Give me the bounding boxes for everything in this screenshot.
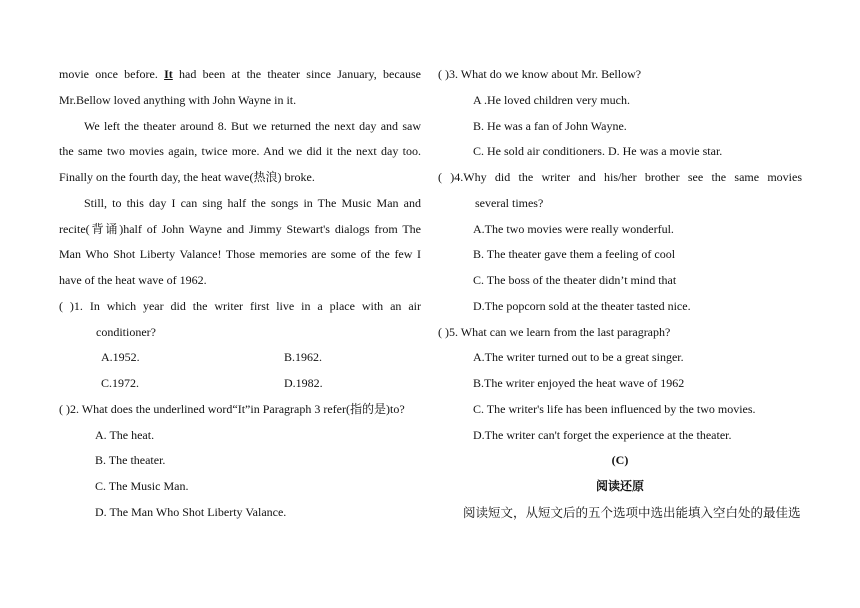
question-2-stem: ( )2. What does the underlined word“It”in Paragraph 3 refer(指的是)to?: [59, 401, 405, 416]
option-a: A.The two movies were really wonderful.: [473, 221, 674, 236]
question-3-stem: ( )3. What do we know about Mr. Bellow?: [438, 67, 642, 81]
option-c: C. The boss of the theater didn’t mind that: [473, 273, 677, 287]
underlined-word: It: [164, 67, 173, 81]
question-5-stem: ( )5. What can we learn from the last paragraph?: [438, 324, 671, 339]
passage-text: had been at the theater since January, because: [172, 67, 421, 81]
option-a: A.The writer turned out to be a great singer.: [473, 350, 684, 365]
question-1-stem-cont: conditioner?: [96, 324, 156, 339]
question-4-stem-cont: several times?: [475, 195, 544, 210]
right-column: [438, 62, 802, 526]
option-c: C. The writer's life has been influenced by the two movies.: [473, 401, 756, 416]
passage-line: have of the heat wave of 1962.: [59, 273, 207, 287]
section-label: (C): [611, 453, 629, 468]
passage-text: movie once before.: [59, 67, 165, 81]
option-a: A .He loved children very much.: [473, 92, 630, 107]
option-b: B. He was a fan of John Wayne.: [473, 118, 627, 133]
option-c: C. The Music Man.: [95, 479, 189, 493]
option-a: A.1952.: [101, 350, 140, 365]
question-1-options-row: [59, 371, 421, 397]
passage-line: the same two movies again, twice more. And we did it the next day too.: [59, 144, 421, 159]
option-b: B. The theater.: [95, 453, 166, 468]
left-column: [59, 62, 421, 526]
option-d: D.The popcorn sold at the theater tasted nice.: [473, 298, 691, 313]
question-1-stem: ( )1. In which year did the writer first live in a place with an air: [59, 298, 421, 313]
option-d: D. The Man Who Shot Liberty Valance.: [95, 504, 287, 519]
section-instruction: 阅读短文，从短文后的五个选项中选出能填入空白处的最佳选: [463, 504, 801, 520]
option-b: B. The theater gave them a feeling of cool: [473, 247, 676, 262]
option-b: B.The writer enjoyed the heat wave of 1962: [473, 376, 685, 390]
option-d: D.1982.: [284, 376, 323, 390]
option-b: B.1962.: [284, 350, 323, 365]
option-c: C.1972.: [101, 376, 140, 390]
passage-line: recite(背诵)half of John Wayne and Jimmy Stewart's dialogs from The: [59, 221, 421, 236]
question-1-options-row: [59, 345, 421, 371]
option-a: A. The heat.: [95, 427, 155, 442]
passage-line: Mr.Bellow loved anything with John Wayne in it.: [59, 92, 297, 107]
question-4-stem: ( )4.Why did the writer and his/her brother see the same movies: [438, 170, 802, 184]
section-title: 阅读还原: [595, 479, 644, 493]
passage-line: Still, to this day I can sing half the songs in The Music Man and: [84, 195, 421, 210]
passage-line: [59, 62, 421, 88]
passage-line: Finally on the fourth day, the heat wave(热浪) broke.: [59, 170, 315, 184]
passage-line: Man Who Shot Liberty Valance! Those memories are some of the few I: [59, 247, 421, 262]
passage-line: We left the theater around 8. But we returned the next day and saw: [84, 118, 421, 133]
option-d: D.The writer can't forget the experience at the theater.: [473, 427, 732, 442]
option-c-d: C. He sold air conditioners. D. He was a movie star.: [473, 144, 723, 159]
